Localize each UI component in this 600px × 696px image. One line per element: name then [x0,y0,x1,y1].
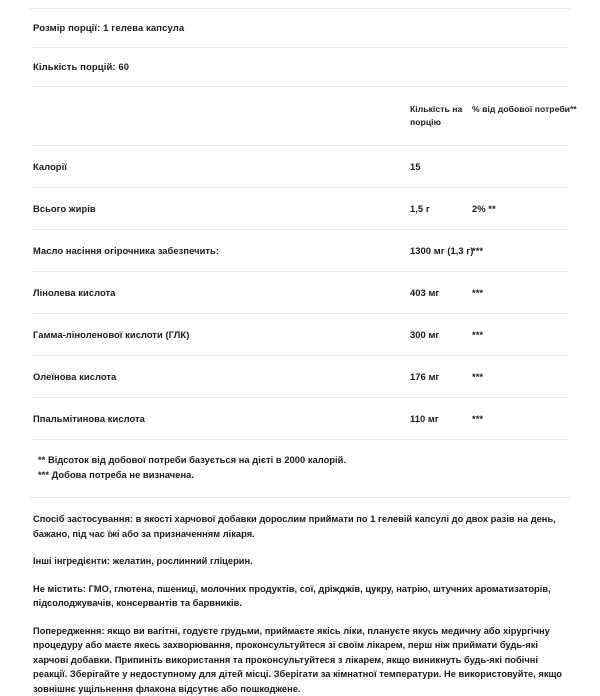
row-daily-value: *** [472,314,600,355]
row-name: Лінолева кислота [0,272,410,313]
row-amount: 1300 мг (1,3 г) [410,230,472,271]
row-name: Калорії [0,146,410,187]
footnote-not-established: *** Добова потреба не визначена. [38,468,568,483]
table-row [0,356,600,397]
nutrition-table [0,87,600,440]
row-daily-value [472,146,600,187]
top-spacer [0,0,600,8]
row-daily-value: *** [472,230,600,271]
footnotes-block [0,440,600,497]
table-row [0,230,600,271]
row-name: Гамма-ліноленової кислоти (ГЛК) [0,314,410,355]
row-name: Всього жирів [0,188,410,229]
table-row [0,314,600,355]
row-daily-value: *** [472,272,600,313]
row-amount: 176 мг [410,356,472,397]
table-header-row [0,87,600,145]
row-amount: 1,5 г [410,188,472,229]
footnote-daily-value-basis: ** Відсоток від добової потреби базується на дієті в 2000 калорій. [38,453,568,468]
header-amount-per-serving: Кількість на порцію [410,87,472,145]
free-from-text: Не містить: ГМО, глютена, пшениці, молочних продуктів, сої, дріжджів, цукру, натрію, штучних ароматизаторів, підсолоджувачів, консервантів та барвників. [33,582,570,611]
table-row [0,146,600,187]
row-daily-value: *** [472,356,600,397]
serving-size-row: Розмір порції: 1 гелева капсула [0,9,600,47]
row-daily-value: 2% ** [472,188,600,229]
label-prose-block [0,498,600,696]
warning-text: Попередження: якщо ви вагітні, годуєте грудьми, приймаєте якісь ліки, плануєте якусь медичну або хірургічну процедуру або маєте якесь захворювання, проконсультуйтеся зі своїм лікарем, перш ніж приймати будь-які харчові добавки. Припиніть використання та проконсультуйтеся з лікарем, якщо виникнуть будь-які побічні реакції. Зберігайте у недоступному для дітей місці. Зберігати за кімнатної температури. Не використовуйте, якщо зовнішнє ущільнення флакона відсутнє або пошкоджене. [33,624,570,696]
table-row [0,272,600,313]
row-name: Масло насіння огірочника забезпечить: [0,230,410,271]
row-amount: 110 мг [410,398,472,439]
table-row [0,398,600,439]
row-amount: 403 мг [410,272,472,313]
row-daily-value: *** [472,398,600,439]
table-row [0,188,600,229]
other-ingredients-text: Інші інгредієнти: желатин, рослинний гліцерин. [33,554,570,569]
directions-text: Спосіб застосування: в якості харчової добавки дорослим приймати по 1 гелевій капсулі до двох разів на день, бажано, під час їжі або за призначенням лікаря. [33,512,570,541]
row-name: Ппальмітинова кислота [0,398,410,439]
header-percent-daily-value: % від добової потреби** [472,87,600,145]
servings-per-container-row: Кількість порцій: 60 [0,48,600,86]
row-amount: 15 [410,146,472,187]
header-nutrient [0,87,410,145]
row-name: Олеїнова кислота [0,356,410,397]
row-amount: 300 мг [410,314,472,355]
